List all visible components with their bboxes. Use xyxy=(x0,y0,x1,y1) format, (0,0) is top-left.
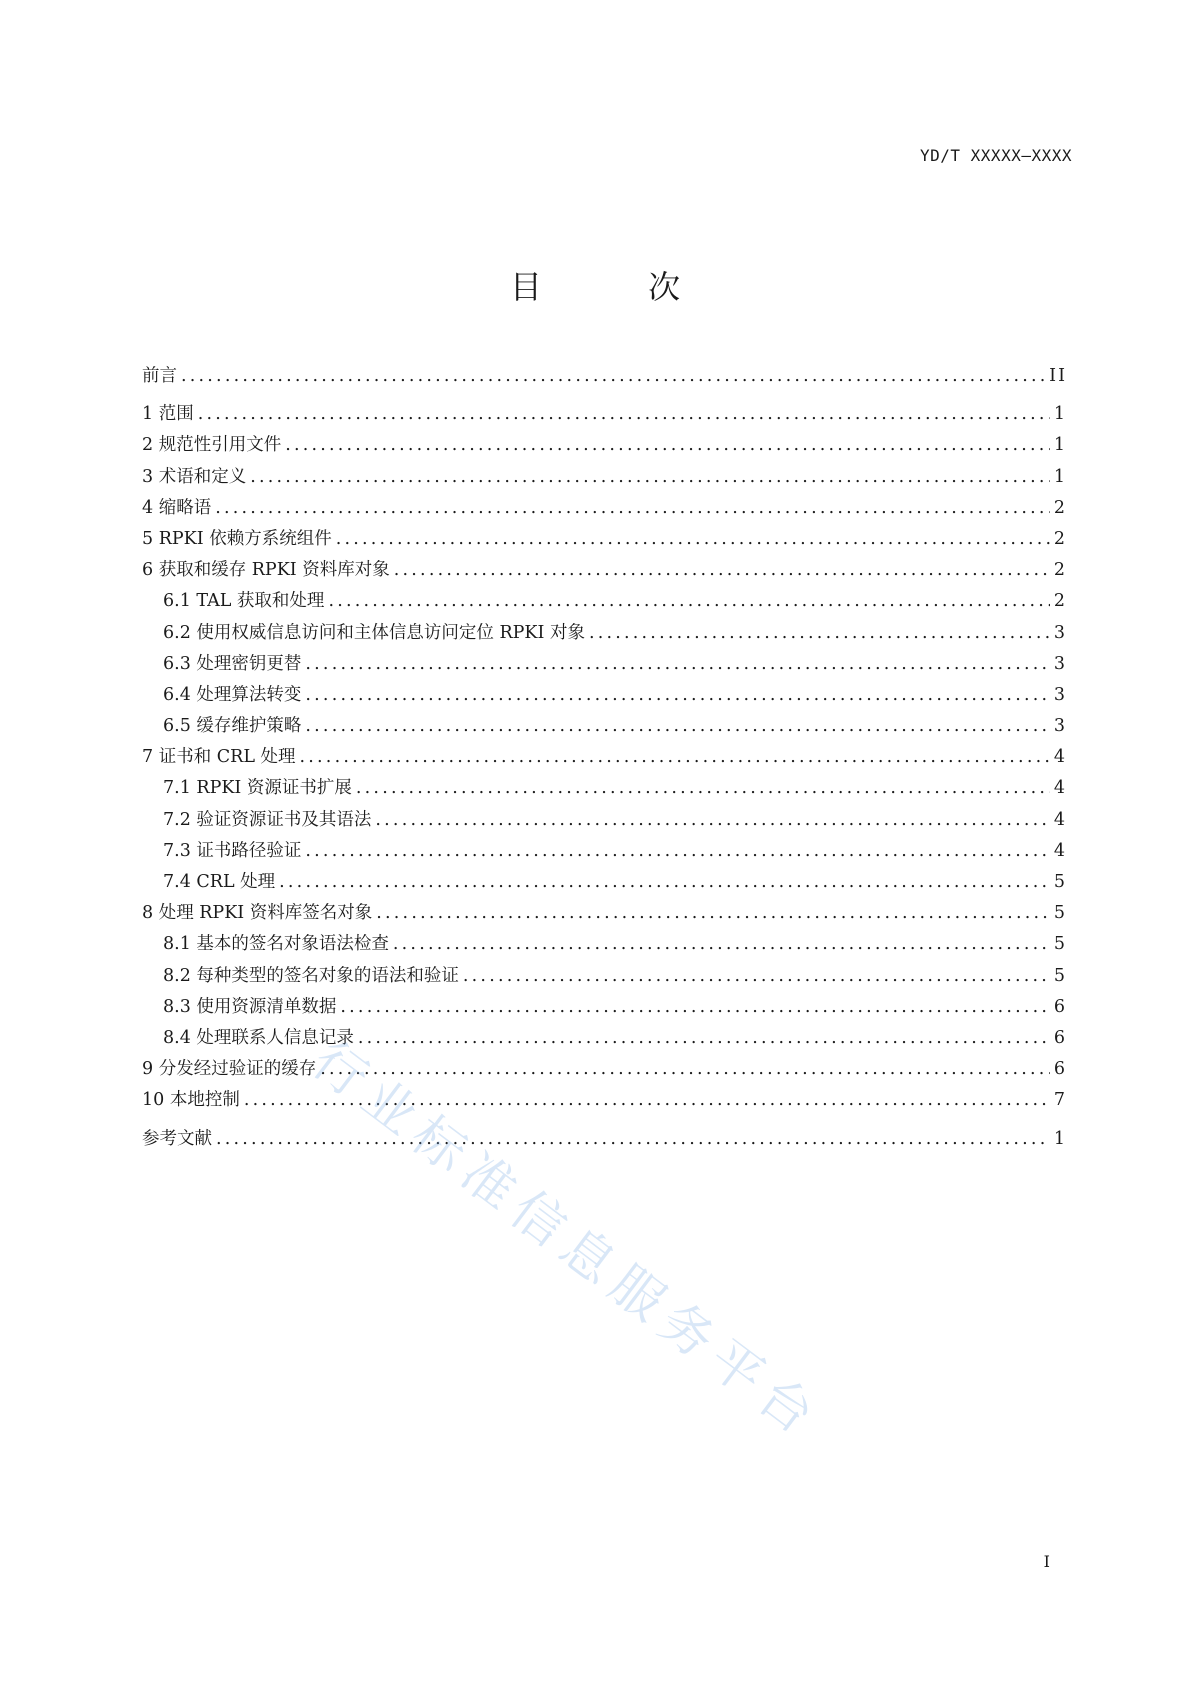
toc-entry-page: 2 xyxy=(1053,497,1067,518)
toc-entry-label: 8.1 基本的签名对象语法检查 xyxy=(163,934,389,955)
toc-entry[interactable] xyxy=(142,1085,1067,1116)
toc-entry[interactable] xyxy=(142,1124,1067,1155)
page-title: 目 次 xyxy=(509,268,729,306)
toc-entry[interactable] xyxy=(142,555,1067,586)
toc-leader-dots xyxy=(394,555,1050,586)
toc-entry-page: 1 xyxy=(1053,435,1067,456)
toc-entry[interactable] xyxy=(142,1023,1067,1054)
toc-leader-dots xyxy=(305,711,1049,742)
toc-entry-label: 8.4 处理联系人信息记录 xyxy=(163,1027,354,1048)
toc-entry-label: 10 本地控制 xyxy=(142,1090,240,1111)
watermark: 行业标准信息服务平台 xyxy=(301,1030,833,1452)
toc-entry-page: 6 xyxy=(1053,1027,1067,1048)
toc-leader-dots xyxy=(305,680,1049,711)
document-code: YD/T XXXXX—XXXX xyxy=(920,146,1072,165)
toc-entry-page: 2 xyxy=(1053,528,1067,549)
toc-entry-page: 2 xyxy=(1053,591,1067,612)
toc-entry-page: 3 xyxy=(1053,653,1067,674)
toc-entry[interactable] xyxy=(142,929,1067,960)
toc-entry[interactable] xyxy=(142,1054,1067,1085)
toc-entry-label: 7.1 RPKI 资源证书扩展 xyxy=(163,778,352,799)
toc-entry[interactable] xyxy=(142,462,1067,493)
toc-entry[interactable] xyxy=(142,836,1067,867)
toc-entry-label: 6.1 TAL 获取和处理 xyxy=(163,591,325,612)
toc-entry-label: 8.2 每种类型的签名对象的语法和验证 xyxy=(163,965,459,986)
toc-entry-page: 5 xyxy=(1053,903,1067,924)
toc-entry-label: 6.4 处理算法转变 xyxy=(163,684,302,705)
toc-entry[interactable] xyxy=(142,898,1067,929)
toc-entry-page: 2 xyxy=(1053,560,1067,581)
toc-leader-dots xyxy=(198,399,1050,430)
toc-entry[interactable] xyxy=(142,742,1067,773)
toc-entry-label: 8.3 使用资源清单数据 xyxy=(163,996,337,1017)
toc-entry-page: 1 xyxy=(1053,404,1067,425)
table-of-contents xyxy=(142,361,1067,1155)
toc-entry-label: 2 规范性引用文件 xyxy=(142,435,282,456)
toc-entry[interactable] xyxy=(142,430,1067,461)
toc-entry-label: 6.3 处理密钥更替 xyxy=(163,653,302,674)
toc-entry-label: 参考文献 xyxy=(142,1128,212,1149)
toc-entry-page: 3 xyxy=(1053,684,1067,705)
toc-leader-dots xyxy=(305,649,1049,680)
toc-leader-dots xyxy=(216,1124,1050,1155)
page-number: I xyxy=(1043,1552,1050,1571)
toc-entry[interactable] xyxy=(142,680,1067,711)
toc-entry[interactable] xyxy=(142,961,1067,992)
toc-entry-label: 7.3 证书路径验证 xyxy=(163,840,302,861)
toc-entry-label: 6.2 使用权威信息访问和主体信息访问定位 RPKI 对象 xyxy=(163,622,585,643)
toc-entry[interactable] xyxy=(142,649,1067,680)
toc-leader-dots xyxy=(279,867,1050,898)
toc-entry-label: 5 RPKI 依赖方系统组件 xyxy=(142,528,332,549)
toc-leader-dots xyxy=(181,361,1045,392)
toc-entry[interactable] xyxy=(142,493,1067,524)
toc-leader-dots xyxy=(300,742,1050,773)
toc-leader-dots xyxy=(215,493,1050,524)
toc-entry-page: 6 xyxy=(1053,996,1067,1017)
toc-leader-dots xyxy=(250,462,1050,493)
toc-entry[interactable] xyxy=(142,805,1067,836)
toc-entry-page: 5 xyxy=(1053,872,1067,892)
toc-entry-label: 1 范围 xyxy=(142,404,194,425)
toc-entry-label: 前言 xyxy=(142,366,177,386)
toc-entry-label: 6.5 缓存维护策略 xyxy=(163,716,302,737)
toc-entry-label: 3 术语和定义 xyxy=(142,466,247,487)
toc-entry-label: 8 处理 RPKI 资料库签名对象 xyxy=(142,903,373,924)
toc-leader-dots xyxy=(356,773,1050,804)
toc-entry[interactable] xyxy=(142,586,1067,617)
toc-leader-dots xyxy=(589,618,1050,649)
toc-entry[interactable] xyxy=(142,361,1067,392)
toc-entry[interactable] xyxy=(142,773,1067,804)
toc-entry-label: 6 获取和缓存 RPKI 资料库对象 xyxy=(142,560,390,581)
toc-entry[interactable] xyxy=(142,867,1067,898)
toc-leader-dots xyxy=(336,524,1050,555)
toc-entry-page: 1 xyxy=(1053,466,1067,487)
toc-entry-page: 3 xyxy=(1053,622,1067,643)
toc-entry-label: 7.4 CRL 处理 xyxy=(163,872,276,892)
toc-entry-page: 5 xyxy=(1053,965,1067,986)
toc-leader-dots xyxy=(340,992,1049,1023)
toc-entry[interactable] xyxy=(142,618,1067,649)
toc-entry-page: 5 xyxy=(1053,934,1067,955)
toc-entry[interactable] xyxy=(142,711,1067,742)
toc-entry-page: II xyxy=(1049,366,1067,386)
toc-entry-label: 7 证书和 CRL 处理 xyxy=(142,747,296,768)
toc-entry-label: 7.2 验证资源证书及其语法 xyxy=(163,809,372,830)
toc-entry[interactable] xyxy=(142,399,1067,430)
toc-entry-label: 9 分发经过验证的缓存 xyxy=(142,1059,317,1080)
toc-leader-dots xyxy=(285,430,1050,461)
toc-entry-page: 4 xyxy=(1053,747,1067,768)
toc-entry[interactable] xyxy=(142,524,1067,555)
toc-leader-dots xyxy=(375,805,1049,836)
toc-entry-page: 4 xyxy=(1053,809,1067,830)
toc-entry-page: 4 xyxy=(1053,840,1067,861)
toc-entry-label: 4 缩略语 xyxy=(142,497,212,518)
toc-entry[interactable] xyxy=(142,992,1067,1023)
toc-entry-page: 4 xyxy=(1053,778,1067,799)
toc-entry-page: 1 xyxy=(1053,1128,1067,1149)
toc-entry-page: 6 xyxy=(1053,1059,1067,1080)
toc-leader-dots xyxy=(305,836,1049,867)
toc-leader-dots xyxy=(393,929,1050,960)
toc-leader-dots xyxy=(320,1054,1050,1085)
toc-leader-dots xyxy=(328,586,1049,617)
toc-leader-dots xyxy=(358,1023,1050,1054)
toc-leader-dots xyxy=(376,898,1050,929)
toc-entry-page: 3 xyxy=(1053,716,1067,737)
toc-leader-dots xyxy=(463,961,1050,992)
toc-entry-page: 7 xyxy=(1053,1090,1067,1111)
